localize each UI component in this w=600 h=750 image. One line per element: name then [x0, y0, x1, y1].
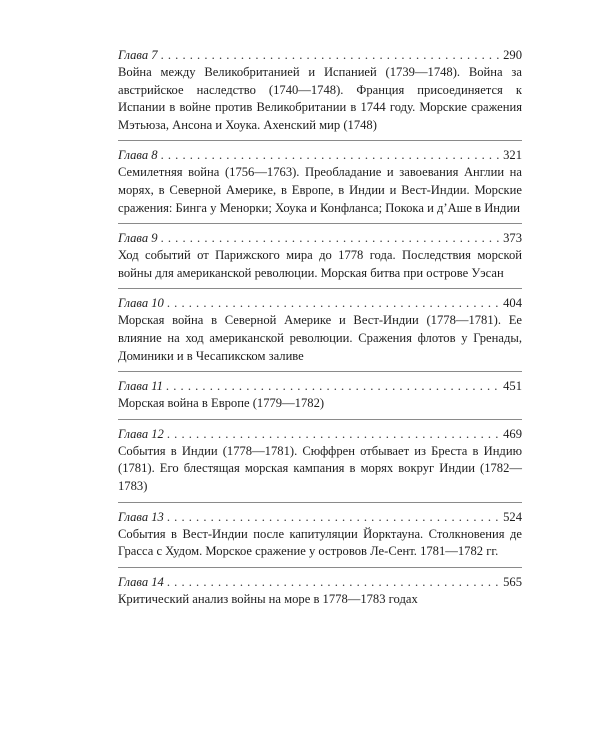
- chapter-entry: [118, 146, 522, 217]
- chapter-title: Глава 10: [118, 296, 164, 311]
- chapter-entry: [118, 229, 522, 282]
- chapter-description: Семилетняя война (1756—1763). Преобладание и завоевания Англии на морях, в Северной Америке, в Европе, в Индии и Вест-Индии. Морские сражения: Бинга у Менорки; Хоука и Конфланса; Покока и д’Аше в Индии: [118, 165, 522, 215]
- table-of-contents: [118, 46, 522, 608]
- page-number: 321: [503, 148, 522, 163]
- dot-leader: [167, 573, 500, 591]
- page-number: 404: [503, 296, 522, 311]
- divider: [118, 223, 522, 224]
- chapter-description: Ход событий от Парижского мира до 1778 года. Последствия морской войны для американской революции. Морская битва при острове Уэсан: [118, 248, 522, 280]
- page-number: 565: [503, 574, 522, 589]
- chapter-description: Морская война в Северной Америке и Вест-Индии (1778—1781). Ее влияние на ход американской революции. Сражения флотов у Гренады, Доминики и в Чесапикском заливе: [118, 313, 522, 363]
- dot-leader: [167, 508, 500, 526]
- chapter-description: События в Индии (1778—1781). Сюффрен отбывает из Бреста в Индию (1781). Его блестящая морская кампания в морях вокруг Индии (1782—1783): [118, 443, 522, 493]
- chapter-entry: [118, 425, 522, 496]
- chapter-entry: [118, 573, 522, 609]
- chapter-entry: [118, 46, 522, 134]
- chapter-heading: [118, 294, 522, 312]
- chapter-entry: [118, 294, 522, 365]
- divider: [118, 371, 522, 372]
- chapter-entry: [118, 377, 522, 413]
- page-number: 373: [503, 231, 522, 246]
- dot-leader: [166, 377, 500, 395]
- chapter-title: Глава 8: [118, 148, 158, 163]
- chapter-heading: [118, 508, 522, 526]
- dot-leader: [161, 229, 501, 247]
- chapter-description: События в Вест-Индии после капитуляции Йорктауна. Столкновения де Грасса с Худом. Морское сражение у островов Ле-Сент. 1781—1782 гг.: [118, 526, 522, 559]
- chapter-entry: [118, 508, 522, 561]
- chapter-description: Морская война в Европе (1779—1782): [118, 396, 325, 411]
- dot-leader: [167, 425, 500, 443]
- divider: [118, 419, 522, 420]
- chapter-title: Глава 7: [118, 48, 158, 62]
- dot-leader: [167, 294, 500, 312]
- chapter-heading: [118, 146, 522, 164]
- page-number: 451: [503, 379, 522, 394]
- chapter-title: Глава 13: [118, 509, 164, 524]
- chapter-title: Глава 12: [118, 426, 164, 441]
- chapter-heading: [118, 229, 522, 247]
- chapter-heading: [118, 377, 522, 395]
- divider: [118, 140, 522, 141]
- chapter-title: Глава 14: [118, 574, 164, 589]
- dot-leader: [161, 46, 501, 64]
- dot-leader: [161, 146, 501, 164]
- divider: [118, 288, 522, 289]
- page-number: 469: [503, 426, 522, 441]
- chapter-title: Глава 11: [118, 379, 163, 394]
- page-number: 524: [503, 509, 522, 524]
- page-number: 290: [503, 48, 522, 62]
- divider: [118, 502, 522, 503]
- chapter-description: Критический анализ войны на море в 1778—1783 годах: [118, 591, 418, 606]
- chapter-description: Война между Великобританией и Испанией (1739—1748). Война за австрийское наследство (1740—1748). Франция присоединяется к Испании в войне против Великобритании в 1744 году. Морские сражения Мэтьюза, Ансона и Хоука. Ахенский мир (1748): [118, 65, 522, 132]
- chapter-title: Глава 9: [118, 231, 158, 246]
- chapter-heading: [118, 425, 522, 443]
- chapter-heading: [118, 46, 522, 64]
- divider: [118, 567, 522, 568]
- chapter-heading: [118, 573, 522, 591]
